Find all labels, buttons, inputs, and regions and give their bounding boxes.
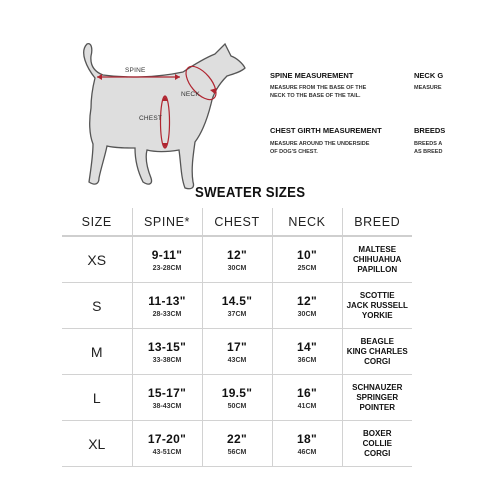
breed-name: BOXER [363,428,392,438]
table-row [62,283,412,329]
breed-cell [342,375,412,421]
chest-inches: 12" [227,247,247,262]
header-neck: NECK [272,208,342,236]
info-desc-line: NECK TO THE BASE OF THE TAIL. [270,93,361,99]
info-title: CHEST GIRTH MEASUREMENT [270,126,382,135]
chest-cell [202,236,272,283]
spine-cm: 33-38CM [152,356,182,364]
chest-inches: 14.5" [221,293,253,308]
breed-name: CORGI [364,356,391,366]
header-chest: CHEST [202,208,272,236]
size-chart-table [62,208,412,467]
dog-measurement-diagram [55,38,255,208]
info-desc-line: AS BREED [414,149,443,155]
spine-inches: 15-17" [147,385,187,400]
chest-inches: 19.5" [221,385,253,400]
breed-name: SCHNAUZER [352,382,403,392]
dog-silhouette [84,44,245,189]
spine-cm: 28-33CM [152,310,182,318]
breed-cell [342,421,412,467]
spine-inches: 13-15" [147,339,187,354]
neck-cell [272,375,342,421]
table-row [62,329,412,375]
spine-cell [132,283,202,329]
info-desc-line: BREEDS A [414,141,443,147]
table-header-row [62,208,412,236]
info-desc-line: MEASURE FROM THE BASE OF THE [270,85,367,91]
breed-name: POINTER [359,402,396,412]
spine-label: SPINE [125,67,146,74]
info-title: BREEDS [414,126,446,135]
breed-name: CORGI [364,448,391,458]
neck-inches: 14" [297,339,317,354]
breed-name: CHIHUAHUA [353,254,402,264]
neck-cell [272,283,342,329]
info-title: SPINE MEASUREMENT [270,71,354,80]
breed-name: MALTESE [358,244,397,254]
table-row [62,421,412,467]
chest-cm: 37CM [227,310,247,318]
breed-name: SCOTTIE [359,290,395,300]
chest-cm: 50CM [227,402,247,410]
neck-cm: 25CM [297,264,317,272]
neck-inches: 16" [297,385,317,400]
size-cell: S [62,283,132,329]
spine-cm: 43-51CM [152,448,182,456]
size-cell: L [62,375,132,421]
breed-name: KING CHARLES [346,346,408,356]
spine-inches: 9-11" [151,247,183,262]
header-size: SIZE [62,208,132,236]
spine-inches: 11-13" [148,293,186,308]
breed-cell [342,283,412,329]
neck-cell [272,236,342,283]
chest-cell [202,283,272,329]
neck-cell [272,421,342,467]
breed-name: COLLIE [362,438,392,448]
breed-cell [342,236,412,283]
chest-inches: 22" [227,431,247,446]
chest-cell [202,329,272,375]
chest-label: CHEST [139,115,163,122]
breed-name: BEAGLE [360,336,394,346]
size-cell: M [62,329,132,375]
neck-label: NECK [181,91,200,98]
sweater-sizes-title: SWEATER SIZES [195,184,306,201]
breed-name: SPRINGER [356,392,399,402]
table-row [62,375,412,421]
dog-silhouette-illustration [55,38,255,208]
header-spine: SPINE* [132,208,202,236]
size-cell: XL [62,421,132,467]
neck-cm: 41CM [297,402,317,410]
table-row [62,236,412,283]
size-cell: XS [62,236,132,283]
header-breed: BREED [342,208,412,236]
chest-cm: 56CM [227,448,247,456]
spine-cm: 38-43CM [152,402,182,410]
neck-cm: 30CM [297,310,317,318]
chest-cell [202,421,272,467]
neck-inches: 12" [297,293,317,308]
breed-name: PAPILLON [357,264,398,274]
chest-inches: 17" [227,339,247,354]
breed-cell [342,329,412,375]
neck-inches: 18" [297,431,317,446]
info-desc-line: MEASURE AROUND THE UNDERSIDE [270,141,370,147]
chest-cell [202,375,272,421]
info-title: NECK G [414,71,444,80]
spine-cell [132,375,202,421]
neck-cm: 46CM [297,448,317,456]
chest-cm: 30CM [227,264,247,272]
neck-cm: 36CM [297,356,317,364]
spine-cell [132,329,202,375]
neck-cell [272,329,342,375]
chest-cm: 43CM [227,356,247,364]
info-desc-line: MEASURE [414,85,442,91]
neck-inches: 10" [297,247,317,262]
spine-inches: 17-20" [147,431,187,446]
spine-cell [132,421,202,467]
spine-cell [132,236,202,283]
info-desc-line: OF DOG'S CHEST. [270,149,318,155]
breed-name: YORKIE [361,310,393,320]
breed-name: JACK RUSSELL [346,300,408,310]
spine-cm: 23-28CM [152,264,182,272]
